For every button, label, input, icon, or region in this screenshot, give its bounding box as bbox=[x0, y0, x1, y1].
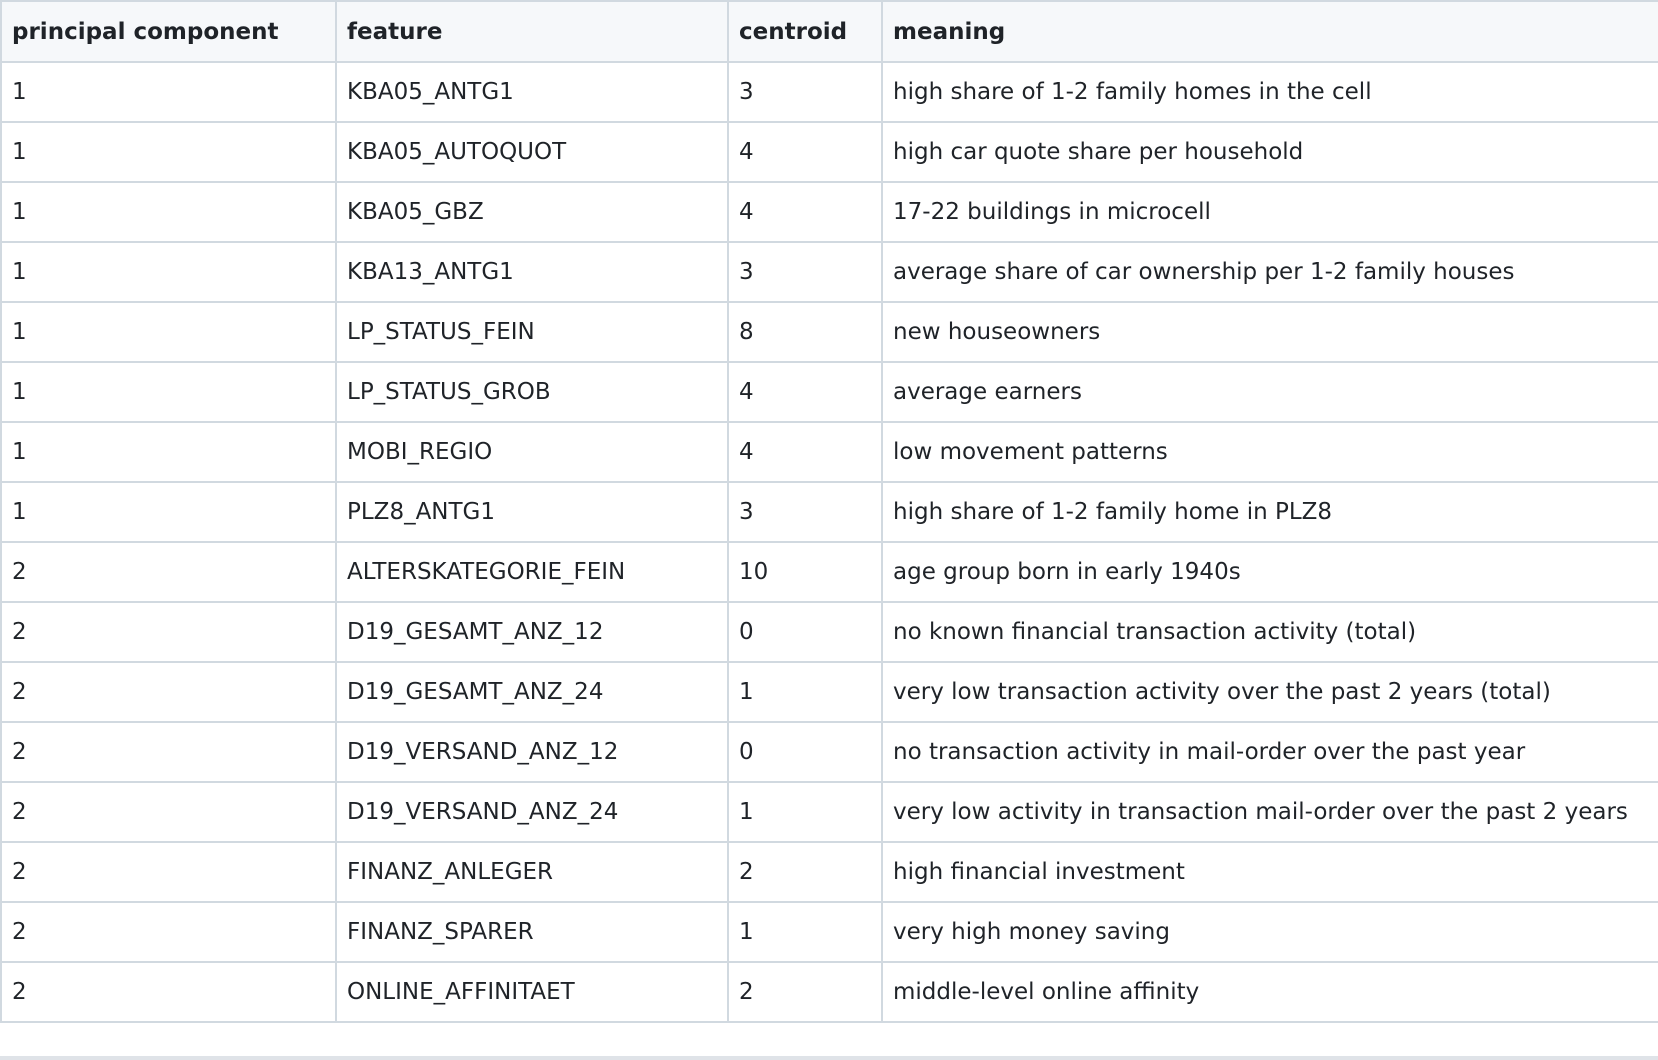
cell-meaning: average earners bbox=[882, 362, 1658, 422]
cell-principal-component: 1 bbox=[1, 422, 336, 482]
cell-centroid: 8 bbox=[728, 302, 882, 362]
cell-meaning: no known financial transaction activity (total) bbox=[882, 602, 1658, 662]
scrollbar-track bbox=[0, 1056, 1658, 1060]
cell-feature: ONLINE_AFFINITAET bbox=[336, 962, 728, 1022]
cell-principal-component: 2 bbox=[1, 902, 336, 962]
cell-meaning: no transaction activity in mail-order over the past year bbox=[882, 722, 1658, 782]
cell-feature: FINANZ_SPARER bbox=[336, 902, 728, 962]
cell-principal-component: 2 bbox=[1, 782, 336, 842]
cell-centroid: 0 bbox=[728, 722, 882, 782]
cell-meaning: average share of car ownership per 1-2 family houses bbox=[882, 242, 1658, 302]
cell-feature: KBA05_AUTOQUOT bbox=[336, 122, 728, 182]
table-row bbox=[1, 842, 1658, 902]
cell-meaning: very high money saving bbox=[882, 902, 1658, 962]
cell-meaning: high share of 1-2 family home in PLZ8 bbox=[882, 482, 1658, 542]
cell-feature: KBA13_ANTG1 bbox=[336, 242, 728, 302]
header-principal-component: principal component bbox=[1, 1, 336, 62]
table-row bbox=[1, 482, 1658, 542]
cell-principal-component: 2 bbox=[1, 662, 336, 722]
cell-principal-component: 1 bbox=[1, 242, 336, 302]
cell-centroid: 1 bbox=[728, 782, 882, 842]
cell-principal-component: 2 bbox=[1, 602, 336, 662]
cell-feature: D19_VERSAND_ANZ_24 bbox=[336, 782, 728, 842]
cell-centroid: 10 bbox=[728, 542, 882, 602]
cell-feature: D19_GESAMT_ANZ_24 bbox=[336, 662, 728, 722]
cell-feature: KBA05_ANTG1 bbox=[336, 62, 728, 122]
cell-centroid: 3 bbox=[728, 62, 882, 122]
cell-meaning: 17-22 buildings in microcell bbox=[882, 182, 1658, 242]
cell-centroid: 0 bbox=[728, 602, 882, 662]
cell-principal-component: 1 bbox=[1, 122, 336, 182]
cell-feature: PLZ8_ANTG1 bbox=[336, 482, 728, 542]
cell-feature: D19_VERSAND_ANZ_12 bbox=[336, 722, 728, 782]
cell-meaning: high car quote share per household bbox=[882, 122, 1658, 182]
cell-meaning: very low transaction activity over the past 2 years (total) bbox=[882, 662, 1658, 722]
cell-principal-component: 2 bbox=[1, 542, 336, 602]
table-row bbox=[1, 422, 1658, 482]
table-row bbox=[1, 242, 1658, 302]
cell-feature: FINANZ_ANLEGER bbox=[336, 842, 728, 902]
cell-meaning: middle-level online affinity bbox=[882, 962, 1658, 1022]
cell-meaning: high share of 1-2 family homes in the cell bbox=[882, 62, 1658, 122]
cell-centroid: 2 bbox=[728, 962, 882, 1022]
cell-principal-component: 1 bbox=[1, 302, 336, 362]
header-row bbox=[1, 1, 1658, 62]
table-row bbox=[1, 782, 1658, 842]
cell-principal-component: 1 bbox=[1, 182, 336, 242]
cell-meaning: new houseowners bbox=[882, 302, 1658, 362]
table-row bbox=[1, 62, 1658, 122]
cell-centroid: 3 bbox=[728, 242, 882, 302]
header-meaning: meaning bbox=[882, 1, 1658, 62]
cell-feature: D19_GESAMT_ANZ_12 bbox=[336, 602, 728, 662]
cell-centroid: 2 bbox=[728, 842, 882, 902]
cell-principal-component: 1 bbox=[1, 62, 336, 122]
table-row bbox=[1, 662, 1658, 722]
cell-feature: KBA05_GBZ bbox=[336, 182, 728, 242]
table-row bbox=[1, 302, 1658, 362]
table-row bbox=[1, 542, 1658, 602]
header-feature: feature bbox=[336, 1, 728, 62]
table-row bbox=[1, 362, 1658, 422]
table-row bbox=[1, 722, 1658, 782]
cell-centroid: 1 bbox=[728, 902, 882, 962]
cell-feature: LP_STATUS_GROB bbox=[336, 362, 728, 422]
cell-centroid: 4 bbox=[728, 362, 882, 422]
cell-feature: ALTERSKATEGORIE_FEIN bbox=[336, 542, 728, 602]
cell-centroid: 4 bbox=[728, 182, 882, 242]
cell-centroid: 4 bbox=[728, 122, 882, 182]
cell-meaning: age group born in early 1940s bbox=[882, 542, 1658, 602]
cell-meaning: very low activity in transaction mail-order over the past 2 years bbox=[882, 782, 1658, 842]
header-centroid: centroid bbox=[728, 1, 882, 62]
cell-centroid: 3 bbox=[728, 482, 882, 542]
cell-principal-component: 1 bbox=[1, 482, 336, 542]
cell-centroid: 1 bbox=[728, 662, 882, 722]
cell-principal-component: 2 bbox=[1, 962, 336, 1022]
cell-feature: LP_STATUS_FEIN bbox=[336, 302, 728, 362]
cell-centroid: 4 bbox=[728, 422, 882, 482]
table-row bbox=[1, 962, 1658, 1022]
cell-principal-component: 2 bbox=[1, 722, 336, 782]
cell-feature: MOBI_REGIO bbox=[336, 422, 728, 482]
cell-meaning: low movement patterns bbox=[882, 422, 1658, 482]
cell-principal-component: 1 bbox=[1, 362, 336, 422]
cell-meaning: high financial investment bbox=[882, 842, 1658, 902]
table-row bbox=[1, 182, 1658, 242]
table-row bbox=[1, 902, 1658, 962]
cell-principal-component: 2 bbox=[1, 842, 336, 902]
table-row bbox=[1, 122, 1658, 182]
table-row bbox=[1, 602, 1658, 662]
